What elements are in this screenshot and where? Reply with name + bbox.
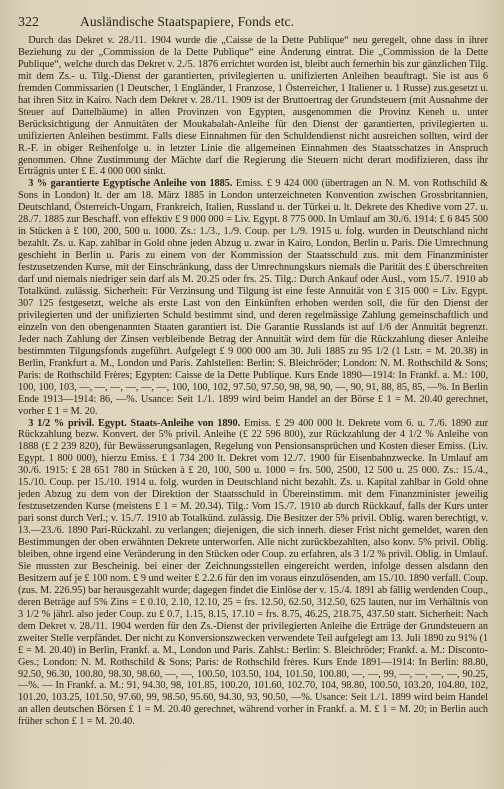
page-number: 322 xyxy=(18,15,39,30)
paragraph-text: Durch das Dekret v. 28./11. 1904 wurde die „Caisse de la Dette Publique“ neu geregelt, ohne dass in ihrer Beziehung zu der „Commission de la Dette Publique“ eine Änderung eintrat. Die „Commission de la Dette Publique“, welche durch das Dekret v. 2./5. 1876 errichtet worden ist, bleibt auch fernerhin bis zur gänzlichen Tilg. mit dem Zs.- u. Tilg.-Dienst der garantierten, privilegierten u. unifizierten Anleihen beauftragt. Sie ist aus 6 fremden Commissarien (1 Deutscher, 1 Engländer, 1 Franzose, 1 Österreicher, 1 Italiener u. 1 Russe) zus.gesetzt u. hat ihren Sitz in Kairo. Nach dem Dekret v. 28./11. 1909 ist der Bruttoertrag der Grundsteuern (mit Ausnahme der Steuer auf Dattelbäume) in allen Provinzen von Egypten, ausgenommen die Provinz Keneh u. unter Berücksichtigung der Annuitäten der Moukabalah-Anleihe für den Dienst der garantierten, privilegierten u. unifizierten Anleihen bestimmt. Falls diese Einnahmen für den Schuldendienst nicht ausreichen sollten, wird der R.-F. in obiger Reihenfolge u. in letzter Linie die allgemeinen Einnahmen des Staatsschatzes in Anspruch genommen. Ohne Zustimmung der Mächte darf die Regierung die Steuern nicht derart modifizieren, dass ihr Erträgnis unter £ E. 4 000 000 sinkt. xyxy=(18,35,488,178)
loan-heading: 3 1/2 % privil. Egypt. Staats-Anleihe von 1890. xyxy=(28,417,241,429)
page-body xyxy=(18,35,488,728)
running-title: Ausländische Staatspapiere, Fonds etc. xyxy=(80,14,295,29)
paragraph-text: Emiss. £ 9 424 000 (übertragen an N. M. von Rothschild & Sons in London) lt. der am 18. März 1885 in London unterzeichneten Konvention zwischen Grossbritannien, Deutschland, Österreich-Ungarn, Frankreich, Italien, Russland u. der Türkei u. lt. Dekrete des Khedive vom 27. u. 28./7. 1885 zur Beschaff. von effektiv £ 9 000 000 = Liv. Egypt. 8 775 000. In Umlauf am 30./6. 1914: £ 6 845 500 in Stücken à £ 100, 200, 500 u. 1000. Zs.: 1./3., 1./9. Coup. per 1./9. 1915 u. folg. wurden in Deutschland nicht bezahlt. Zs. u. Kap. zahlbar in Gold ohne jeden Abzug u. zwar in Kairo, London, Berlin u. Paris. Die Umrechnung geschieht in Berlin u. Paris zu einem von der Kommission der Staatsschuld zus. mit dem Finanzminister festzusetzenden Kurse, mit der Einschränkung, dass der Umrechnungskurs niemals die Parität des £ überschreiten darf und niemals niedriger sein darf als M. 20.25 oder frs. 25. Tilg.: Durch Ankauf oder Ausl., vom 15./7. 1910 ab Totalkünd. zulässig. Sicherheit: Für Verzinsung und Tilgung ist eine feste Annuität von £ 315 000 = Liv. Egypt. 307 125 festgesetzt, welche als erste Last von den Einkünften erhoben werden soll, die für den Dienst der privilegierten und der unifizierten Schuld bestimmt sind, und deren regelmässige Zahlung gemeinschaftlich und einzeln von den obengenannten Staaten garantiert ist. Die Garantie Russlands ist auf 1/6 der Annuität begrenzt. Jeder nach Zahlung der Zinsen verbleibende Betrag der Annuität wird dem für die Rückzahlung dieser Anleihe bestimmten Tilgungsfonds zugeführt. Aufgelegt £ 9 000 000 am 30. Juli 1885 zu 95 1/2 (1 Lstr. = M. 20.38) in Berlin, Frankfurt a. M., London und Paris. Zahlstellen: Berlin: S. Bleichröder; London: N. M. Rothschild & Sons; Paris: de Rothschild Frères; Egypten: Caisse de la Dette Publique. Kurs Ende 1890—1914: In Frankf. a. M.: 100, 100, 100, 103, —, —, —, —, —, —, 100, 100, 102, 97.50, 97.50, 98, 98, 90, —, 90, 91, 88, 85, 85, —%. In Berlin Ende 1913—1914: 86, —%. Usance: Seit 1./1. 1899 wird beim Handel an der Börse £ 1 = M. 20.40 gerechnet, vorher £ 1 = M. 20. xyxy=(18,178,488,417)
loan-heading: 3 % garantierte Egyptische Anleihe von 1885. xyxy=(28,178,233,190)
page-header xyxy=(18,14,488,31)
paragraph-loan-1890 xyxy=(18,418,488,729)
paragraph-loan-1885 xyxy=(18,178,488,417)
paragraph-intro xyxy=(18,35,488,178)
paragraph-text: Emiss. £ 29 400 000 lt. Dekrete vom 6. u. 7./6. 1890 zur Rückzahlung bezw. Konvert. der 5% privil. Anleihe (£ 22 596 800), zur Rückzahlung der 4 1/2 % Anleihe von 1888 (£ 2 239 820), für Bewässerungsanlagen, Regelung von Pensionsansprüchen und Kosten dieser Emiss. (Liv. Egypt. 1 800 000), hierzu Emiss. £ 1 734 200 lt. Dekret vom 12./7. 1900 für Eisenbahnzwecke. In Umlauf am 30./6. 1915: £ 28 651 780 in Stücken à £ 20, 100, 500 u. 1000 = frs. 500, 2500, 12 500 u. 25 000. Zs.: 15./4., 15./10. Coup. per 15./10. 1914 u. folg. wurden in Deutschland nicht bezahlt. Zs. u. Kapital zahlbar in Gold ohne jeden Abzug zu dem von der Direktion der Staatsschuld in Übereinstimm. mit dem Finanzminister jeweilig festzusetzenden Kurse (meistens £ 1 = M. 20.34). Tilg.: Vom 15./7. 1910 ab durch Rückkauf, falls der Kurs unter pari sonst durch Verl.; v. 15./7. 1910 ab Totalkünd. zulässig. Die Besitzer der 5% privil. Oblig. waren berechtigt, v. 13.—23./6. 1890 Pari-Rückzahl. zu verlangen; diejenigen, die sich innerh. dieser Frist nicht gemeldet, waren den Bestimmungen der oben erwähnten Dekrete unterworfen. Alle nicht zurückbezahlten, also konv. 5% privil. Oblig. bleiben, ohne irgend eine Veränderung in den Stücken oder Coup. zu erfahren, als 3 1/2 % privil. Oblig. in Umlauf. Sie mussten zur Bescheinig. bei einer der Zeichnungsstellen eingereicht werden, infolge dessen alsdann den Besitzern auf je £ 100 nom. £ 9 und weiter £ 2.2.6 für den im voraus einzulösenden, am 15./10. 1890 verfall. Coup. (zus. M. 226.95) bar herausgezahlt wurde; dagegen findet die Einlöse der v. 15./4. 1891 ab fällig werdenden Coup., deren Beträge auf 5% Zins = £ 0.10, 2.10, 12.10, 25 = frs. 12.50, 62.50, 312.50, 625 lauten, nur im Verhältnis von 3 1/2 % jährl. also jeder Coup. zu £ 0.7, 1.15, 8.15, 17.10 = frs. 8.75, 46.25, 218.75, 437.50 statt. Sicherheit: Nach dem Dekret v. 28./11. 1904 werden für den Zs.-Dienst der privilegierten Anleihe die Erträge der Grundsteuern an zweiter Stelle verpfändet. Der nicht zu Konversionszwecken verwendete Teil aufgelegt am 13. Juli 1890 zu 91% (1 £ = M. 20.40) in Berlin, Frankf. a. M., London und Paris. Zahlst.: Berlin: S. Bleichröder; Frankf. a. M.: Disconto-Ges.; London: N. M. Rothschild & Sons; Paris: de Rothschild frères. Kurs Ende 1891—1914: In Berlin: 88.80, 92.50, 96.30, 100.80, 98.30, 98.60, —, —, 100.50, 103.50, 104, 101.50, 100.80, —, —, 99, —, —, —, —, 90.25, —%. — In Frankf. a. M.: 91, 94.30, 98, 101.85, 100.20, 101.60, 102.70, 104, 98.80, 100.50, 103.20, 104.80, 102, 101.20, 103.25, 101.50, 97.60, 99, 98.50, 95.60, 94.30, 93, 90.50, —%. Usance: Seit 1./1. 1899 wird beim Handel an allen deutschen Börsen £ 1 = M. 20.40 gerechnet, während vorher in Frankf. a. M. £ 1 = M. 20; in Berlin auch früher schon £ 1 = M. 20.40. xyxy=(18,417,489,728)
